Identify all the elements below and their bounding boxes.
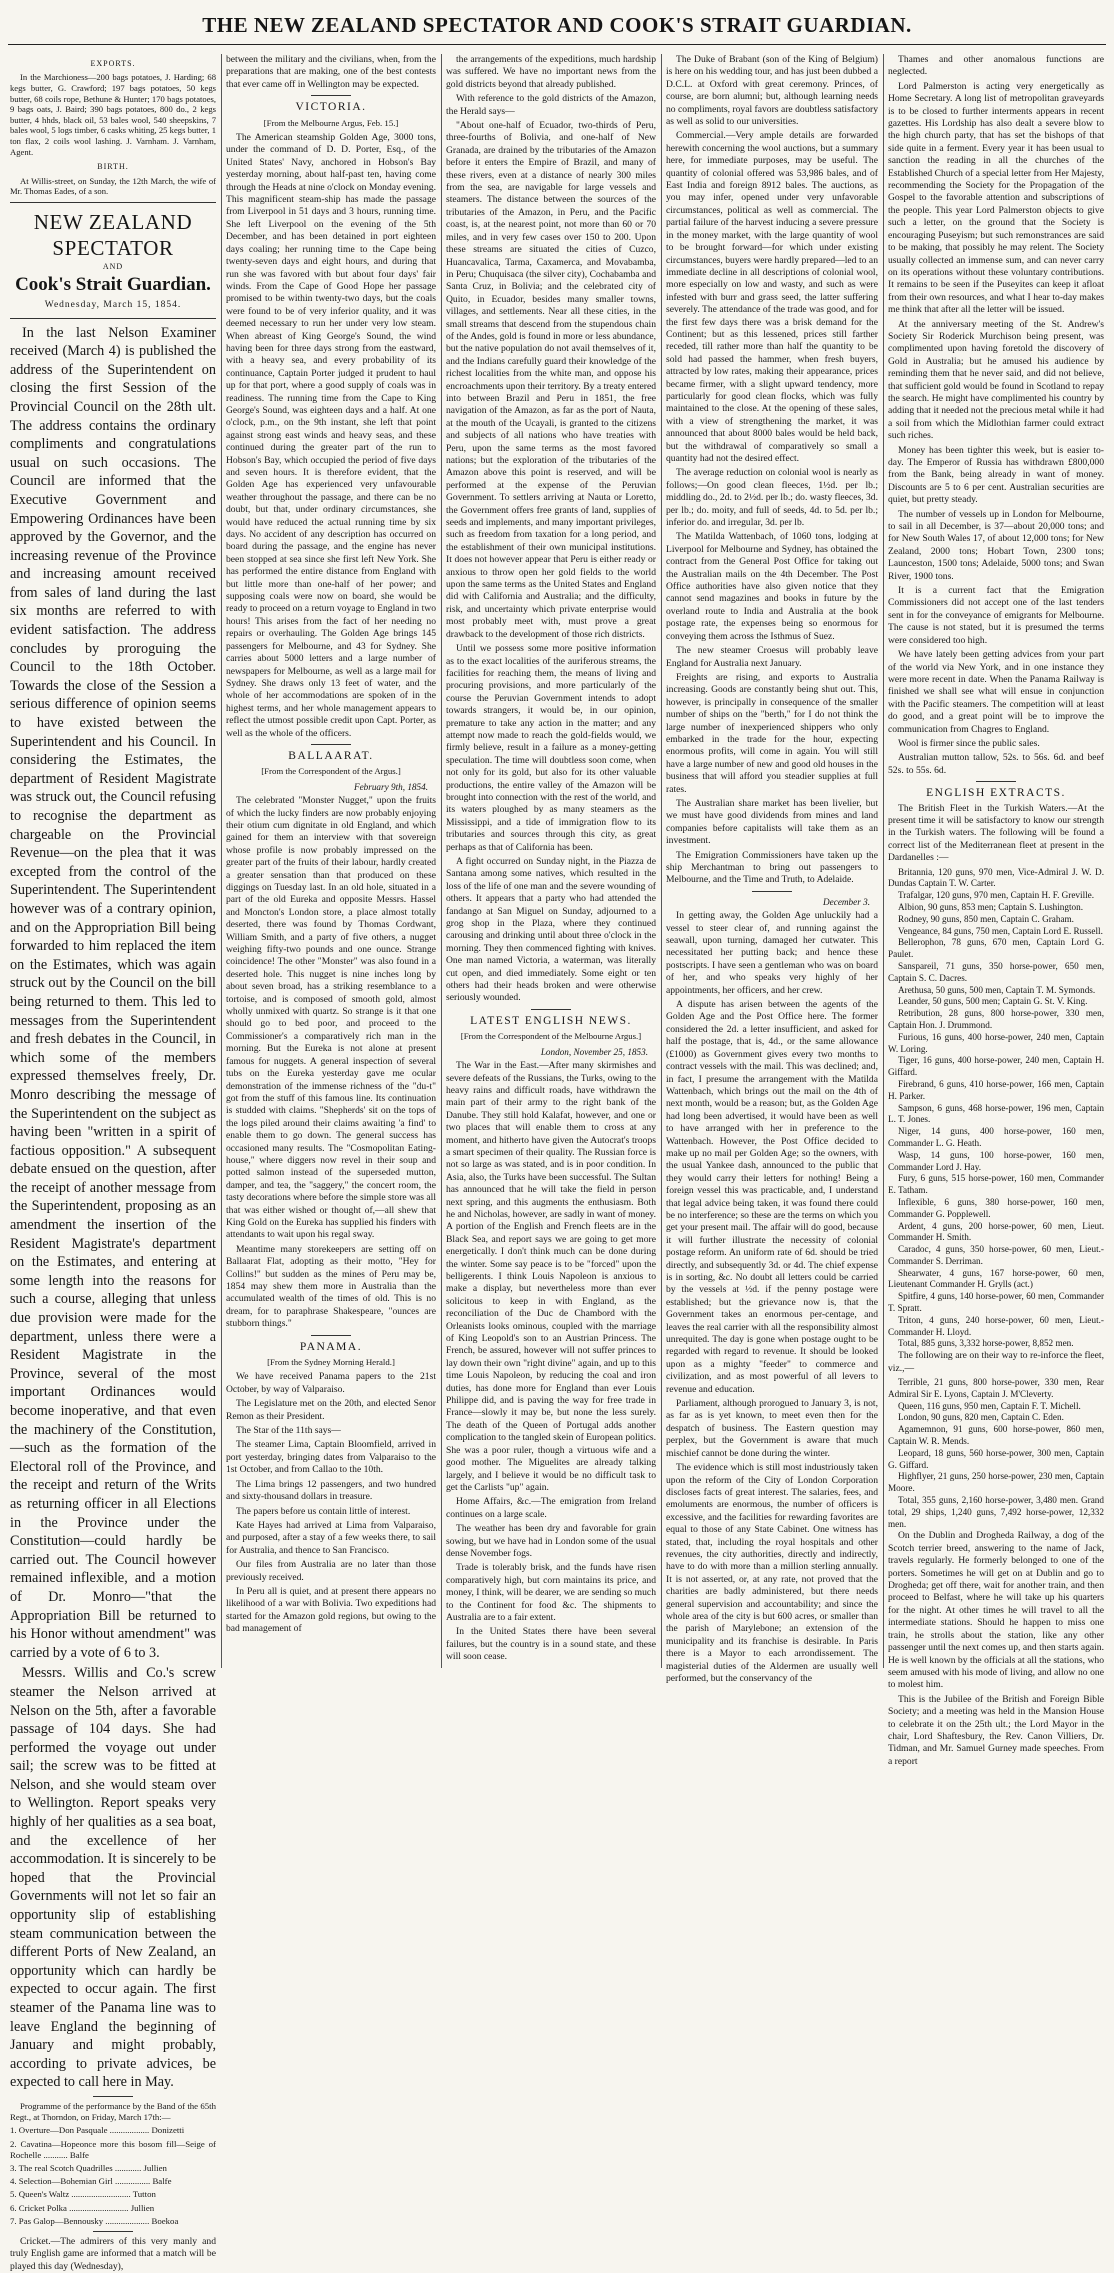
article-paragraph: The average reduction on colonial wool is nearly as follows;—On good clean fleeces, 1½d. per lb.; middling do., 2d. to 2½d. per lb.; do. wasty fleeces, 3d. per lb.; do. moity, and full of seeds, 4d. to 5d. per lb.; inferior do. and irregular, 3d. per lb.	[666, 467, 878, 529]
closing-items	[888, 1530, 1104, 1768]
dateline: February 9th, 1854.	[353, 781, 428, 792]
divider	[976, 781, 1016, 782]
column-4	[666, 54, 878, 1684]
article-paragraph: This is the Jubilee of the British and Foreign Bible Society; and a meeting was held in the Mansion House to celebrate it on the 25th ult.; the Lord Mayor in the chair, Lord Shaftesbury, the Rev. Canon Villiers, Dr. Tidman, and Mr. Samuel Gurney made speeches. From a report	[888, 1693, 1104, 1767]
section-heading-ballaarat: BALLAARAT.	[288, 749, 374, 762]
divider	[311, 1335, 351, 1336]
fleet-entry: Tiger, 16 guns, 400 horse-power, 240 men, Captain H. Giffard.	[888, 1055, 1104, 1078]
paper-masthead	[10, 209, 216, 312]
fleet-entry: Triton, 4 guns, 240 horse-power, 60 men, Lieut.-Commander H. Lloyd.	[888, 1314, 1104, 1337]
page-title: THE NEW ZEALAND SPECTATOR AND COOK'S STRAIT GUARDIAN.	[202, 13, 912, 37]
paper-name-and: AND	[102, 261, 124, 271]
divider	[311, 744, 351, 745]
article-paragraph: The Matilda Wattenbach, of 1060 tons, lodging at Liverpool for Melbourne and Sydney, has obtained the contract from the General Post Office for taking out the Australian mails on the 4th December. The Post Office authorities have also given notice that they cannot send magazines and books in future by the overland route to India and Australia at the book postage rate, the expenses being so enormous for conveying them across the Isthmus of Suez.	[666, 531, 878, 642]
article-paragraph: It is a current fact that the Emigration Commissioners did not accept one of the last tenders sent in for the conveyance of emigrants for Melbourne. The cause is not stated, but it is presumed the terms were considered too high.	[888, 585, 1104, 646]
birth-heading: BIRTH.	[97, 162, 129, 172]
divider	[93, 2096, 133, 2097]
article-paragraph: At the anniversary meeting of the St. Andrew's Society Sir Roderick Murchison being present, was complimented upon having foretold the discovery of Gold in Australia; but he amused his audience by reminding them that he never said, and did not believe, that sufficient gold would be found in Scotland to repay the search. He might have complimented his country by adding that it needed not the precious metal while it had a soil from which the Midlothian farmer could extract such riches.	[888, 318, 1104, 442]
programme-intro: Programme of the performance by the Band of the 65th Regt., at Thorndon, on Friday, March 17th:—	[10, 2100, 216, 2123]
article-paragraph: On the Dublin and Drogheda Railway, a dog of the Scotch terrier breed, answering to the name of Jack, travels regularly. He formerly belonged to one of the porters. Sometimes he will get on at Dublin and go to Drogheda; get off there, wait for another train, and then proceed to Belfast, where he will take up his quarters for the night. At other times he will travel to all the intermediate stations. Should he happen to miss one train, he strolls about the station, like any other passenger until the next comes up, and then starts again. He is well known by the officials at all the stations, who seem amused with his mode of living, and allow no one to molest him.	[888, 1530, 1104, 1691]
fleet-entry: Spitfire, 4 guns, 140 horse-power, 60 men, Commander T. Spratt.	[888, 1291, 1104, 1314]
divider	[10, 318, 216, 319]
section-heading-panama: PANAMA.	[299, 1340, 363, 1353]
fleet-entry: Agamemnon, 91 guns, 600 horse-power, 860 men, Captain W. R. Mends.	[888, 1424, 1104, 1447]
fleet-entry: Niger, 14 guns, 400 horse-power, 160 men, Commander L. G. Heath.	[888, 1126, 1104, 1148]
fleet-entry: Highflyer, 21 guns, 250 horse-power, 230 men, Captain Moore.	[888, 1471, 1104, 1494]
fleet-entry: Caradoc, 4 guns, 350 horse-power, 60 men, Lieut.-Commander S. Derriman.	[888, 1244, 1104, 1266]
extracts-intro: The British Fleet in the Turkish Waters.—At the present time it will be satisfactory to know our strength in the Turkish waters. The following will be found a correct list of the Mediterranean fleet at present in the Dardanelles :—	[888, 802, 1104, 864]
news-continued	[666, 54, 878, 887]
fleet-entry: Shearwater, 4 guns, 167 horse-power, 60 men, Lieutenant Commander H. Grylls (act.)	[888, 1267, 1104, 1290]
article-paragraph: Wool is firmer since the public sales.	[898, 737, 1040, 749]
article-paragraph: the arrangements of the expeditions, much hardship was suffered. We have no important news from the gold districts beyond that already published.	[446, 54, 656, 90]
article-paragraph: The Legislature met on the 20th, and elected Senor Remon as their President.	[226, 1398, 436, 1422]
article-paragraph: A fight occurred on Sunday night, in the Piazza de Santana among some natives, which resulted in the loss of the life of one man and the severe wounding of others. It appears that a party who had attended the fandango at San Miguel on Sunday, adjourned to a grog shop in the Plaza, where they continued carousing and drinking until about three o'clock in the morning. They then commenced fighting with knives. One man named Victoria, a waterman, was literally cut open, and died immediately. Some eight or ten others had their heads broken and were otherwise seriously wounded.	[446, 856, 656, 1004]
fleet-entry: Inflexible, 6 guns, 380 horse-power, 160 men, Commander G. Popplewell.	[888, 1196, 1104, 1219]
paper-name: NEW ZEALAND SPECTATOR	[33, 209, 193, 260]
fleet-entry: Queen, 116 guns, 950 men, Captain F. T. Michell.	[898, 1400, 1081, 1411]
news-continued	[888, 54, 1104, 777]
fleet-entry: Furious, 16 guns, 400 horse-power, 240 men, Captain W. Loring.	[888, 1031, 1104, 1054]
programme-item: 1. Overture—Don Pasquale .................. Donizetti	[10, 2125, 185, 2136]
article-paragraph: The Australian share market has been livelier, but we must have good dividends from mines and land companies before capitalists will take them as an investment.	[666, 797, 878, 847]
article-paragraph: In the last Nelson Examiner received (March 4) is published the address of the Superintendent on closing the first Session of the Provincial Council on the 28th ult. The address contains the ordinary compliments and congratulations usual on such occasions. The Council are informed that the Executive Government and Empowering Ordinances have been approved by the Governor, and the increasing revenue of the Province and increasing amount received from sales of land during the last six months are referred to with evident satisfaction. The address concludes by proroguing the Council to the 18th October. Towards the close of the Session a serious difference of opinion seems to have existed between the Superintendent and his Council. In considering the Estimates, the department of Resident Magistrate was struck out, the Council refusing to recognise the department as chargeable on the Provincial Revenue—on the plea that it was excepted from the control of the Superintendent. The Superintendent however was of a contrary opinion, and on the Appropriation Bill being forwarded to him replaced the item on the Estimates, which was again struck out by the Council on the bill being returned to them. This led to messages from the Superintendent and fresh debates in the Council, in which some of the members expressed themselves freely, Dr. Monro describing the message of the Superintendent on the subject as having been "written in a spirit of factious opposition." A subsequent debate ensued on the question, after the receipt of another message from the Superintendent, proposing as an amendment the insertion of the Resident Magistrate's department on the Estimates, and entering at some length into the reasons for such a course, alleging that unless due provision were made for the department, unless there were a Resident Magistrate in the Province, several of the most important Ordinances would become inoperative, and that even the machinery of the Constitution,—such as the formation of the Electoral roll of the Province, and the receipt and return of the Writs as returning officer in all Elections in the Province under the Constitution—could hardly be carried out. The Council however remained inflexible, and a motion of Dr. Monro—"that the Appropriation Bill be returned to his Honor without amendment" was carried by a vote of 6 to 3.	[10, 324, 216, 1661]
fleet-entry: Britannia, 120 guns, 970 men, Vice-Admiral J. W. D. Dundas Captain T. W. Carter.	[888, 866, 1104, 889]
column-5	[888, 54, 1104, 1767]
panama-article	[226, 1371, 436, 1635]
programme-item: 7. Pas Galop—Bennousky .................... Boekoa	[10, 2215, 179, 2226]
article-paragraph: The weather has been dry and favorable for grain sowing, but we have had in London some of the usual dense November fogs.	[446, 1523, 656, 1559]
ballaarat-article	[226, 795, 436, 1330]
masthead-rule	[8, 44, 1106, 45]
exports-text: In the Marchioness—200 bags potatoes, J. Harding; 68 kegs butter, G. Crawford; 197 bags potatoes, 50 kegs butter, 68 coils rope, Bethune & Hunter; 170 bags potatoes, 9 bags oats, J. Baird; 390 bags potatoes, 800 do., 2 kegs butter, 4 hhds, black oil, 53 bales wool, 540 sheepskins, 7 bales wool, 5 logs timber, 6 casks whiting, 25 kegs butter, 1 ton flax, 2 coils wool lashing. J. Varnham. J. Varnham, Agent.	[10, 72, 216, 157]
article-paragraph: The War in the East.—After many skirmishes and severe defeats of the Russians, the Turks, owing to the heavy rains and difficult roads, have withdrawn the main part of their army to the right bank of the Danube. They still hold Kalafat, however, and one or two places that will enable them to cross at any moment, and hitherto have given the Autocrat's troops a smart specimen of their quality. The Russian force is not so large as was stated, and is in poor condition. In Asia, also, the Turks have been successful. The Sultan has announced that he will take the field in person next spring, and this augments the enthusiasm. Both he and Nicholas, however, are sadly in want of money. A portion of the English and French fleets are in the Black Sea, and report says we are going to get more energetically. I don't think much can be done during the winter. Some say peace is to be "forced" upon the belligerents. I think Louis Napoleon is anxious to make a display, but nevertheless more than ever solicitous to keep in with England, as the reconciliation of the Duc de Chambord with the Orleanists looks ominous, coupled with the marriage of King Leopold's son to an Austrian Princess. The French, be assured, however will not suffer princes to lay down their own "right divine" again, and up to this time Louis Napoleon, by reducing the coal and iron duties, has done more for England than ever Louis Philippe did, and is paving the way for free trade in France—slowly it may be, but none the less surely. The death of the Queen of Portugal adds another complication to the tangled skein of European politics. She was a poor ruler, though a virtuous wife and a good mother. The Miguelites are already talking largely, and I believe it would be no difficult task to get the Carlists "up" again.	[446, 1060, 656, 1493]
fleet-entry: London, 90 guns, 820 men, Captain C. Eden.	[898, 1412, 1064, 1423]
column-2	[226, 54, 436, 1672]
article-paragraph: The Lima brings 12 passengers, and two hundred and sixty-thousand dollars in treasure.	[226, 1478, 436, 1503]
article-paragraph: In Peru all is quiet, and at present there appears no likelihood of a war with Bolivia. Two expeditions had started for the Amazon gold regions, but owing to the bad management of	[226, 1585, 436, 1635]
fleet-entry: Wasp, 14 guns, 100 horse-power, 160 men, Commander Lord J. Hay.	[888, 1149, 1104, 1172]
fleet-entry: Retribution, 28 guns, 800 horse-power, 330 men, Captain Hon. J. Drummond.	[888, 1008, 1104, 1030]
article-paragraph: The papers before us contain little of interest.	[236, 1505, 411, 1517]
article-paragraph: Freights are rising, and exports to Australia increasing. Goods are constantly being shut out. This, however, is principally in consequence of the smaller number of ships on the "berth," for I do not think the large number of inexperienced shippers who only embarked in the trade for the hour, expecting enormous profits, will come in again. You will still have a large number of new and good old houses in the business that will afford you steadier supplies at full rates.	[666, 671, 878, 795]
source-line: [From the Correspondent of the Melbourne Argus.]	[460, 1031, 642, 1042]
article-paragraph: The new steamer Croesus will probably leave England for Australia next January.	[666, 645, 878, 669]
article-paragraph: With reference to the gold districts of the Amazon, the Herald says—	[446, 93, 656, 117]
birth-text: At Willis-street, on Sunday, the 12th March, the wife of Mr. Thomas Eades, of a son.	[10, 175, 216, 197]
fleet-entry: Leander, 50 guns, 500 men; Captain G. St. V. King.	[898, 996, 1088, 1007]
programme-item: 6. Cricket Polka ........................... Jullien	[10, 2202, 155, 2213]
divider	[10, 202, 216, 203]
article-paragraph: We have received Panama papers to the 21st October, by way of Valparaiso.	[226, 1371, 436, 1395]
fleet-entry: Sampson, 6 guns, 468 horse-power, 196 men, Captain L. T. Jones.	[888, 1102, 1104, 1125]
article-paragraph: The steamer Lima, Captain Bloomfield, arrived in port yesterday, bringing dates from Valparaiso to the 1st October, and from Callao to the 10th.	[226, 1439, 436, 1476]
article-paragraph: Money has been tighter this week, but is easier to-day. The Emperor of Russia has withdrawn £800,000 from the Bank, being already in want of money. Discounts are 5 to 6 per cent. Australian securities are quiet, but pretty steady.	[888, 444, 1104, 506]
fleet-entry: Firebrand, 6 guns, 410 horse-power, 166 men, Captain H. Parker.	[888, 1078, 1104, 1101]
article-paragraph: The Star of the 11th says—	[236, 1425, 341, 1437]
fleet-entry: Total, 885 guns, 3,332 horse-power, 8,852 men.	[898, 1338, 1074, 1349]
article-paragraph: Until we possess some more positive information as to the exact localities of the auriferous streams, the facilities for reaching them, the means of living and procuring provisions, and more particularly of the course the Peruvian Government intends to adopt towards strangers, it would be, in our opinion, premature to take any action in the matter; and any attempt now made to reach the gold-fields would, we firmly believe, result in a failure as a money-getting speculation. The time will doubtless soon come, when not only for its gold, but also for its other valuable productions, the entire valley of the Amazon will be brought into connection with the rest of the world, and its waters ploughed by as many steamers as the Mississippi, and a tide of immigration flow to its tributaries and sources through this city, as great perhaps as that of California has been.	[446, 643, 656, 853]
article-paragraph: The Emigration Commissioners have taken up the ship Merchantman to bring out passengers to Melbourne, and the Time and Truth, to Adelaide.	[666, 849, 878, 886]
fleet-entry: Bellerophon, 78 guns, 670 men, Captain Lord G. Paulet.	[888, 937, 1104, 960]
article-paragraph: The celebrated "Monster Nugget," upon the fruits of which the lucky finders are now probably enjoying their otium cum dignitate in old England, and which gained for them an interview with that sovereign whose profile is now probably impressed on the greater part of the fruits of their labour, hardly created a greater sensation than that produced on these diggings on Tuesday last. In an old hole, situated in a part of the old Eureka and opposite Messrs. Hassel and Moncton's London store, a place almost totally deserted, there was found by Thomas Cordwant, William Smith, and a party of five others, a nugget weighing fifty-two pounds and one ounce. Strange coincidence! The other "Monster" was also found in a deserted hole. This nugget is nine inches long by about seven broad, has a striking resemblance to a tortoise, and is composed of smooth gold, almost wholly unmixed with quartz. So strange is it that one should go to bed poor, and proceed to the Commissioner's a comparatively rich man in the morning. But the Eureka is not alone at present famous for nuggets. A general inspection of several tubs on the Eureka yesterday gave me ocular demonstration of the immense richness of the "du-t" got from the stuff of this famous line. Its continuation is studded with claims. "Shepherds' sit on the tops of the logs piled around their claims awaiting 'a find' to enable them to go down. The general success has occasioned many results. The "Cosmopolitan Eating-house," where diggers now revel in their soup and potted salmon instead of the superseded mutton, damper, and tea, the "saggery," the concert room, the tasty decorations where before the simple store was all that was either wished or thought of,—all shew that King Gold on the Eureka has supplied his finders with attendants to wait upon his regal sway.	[226, 795, 436, 1241]
fleet-entry: Total, 355 guns, 2,160 horse-power, 3,480 men. Grand total, 29 ships, 1,240 guns, 7,492 horse-power, 12,332 men.	[888, 1495, 1104, 1529]
article-paragraph: A dispute has arisen between the agents of the Golden Age and the Post Office here. The former considered the 2d. a letter insufficient, and asked for half the postage, that is, 4d., or the same allowance (£1000) as Government gives every two months to contract vessels with the mail. This was declined; and, in fact, I presume the arrangement with the Matilda Wattenbach, which brings out the mail on the 4th of next month, would be a reason; but, as the Golden Age had long been advertised, it would have been as well to have arranged with her in preference to the Wattenbach. However, the Post Office decided to make up no mail per Golden Age; so the owners, with the usual Yankee dash, announced to the public that they would carry their letters for nothing! Being a foreign vessel this was practicable, and, I understand that legal advice being taken, it was found there could be no interference; so these are the terms on which you get your present mail. The affair will do good, because it will further illustrate the necessity of colonial postage reform. An uniform rate of 6d. should be tried directly, and subsequently 3d. or 4d. The chief expense is in sorting, &c. No doubt all letters could be carried by the vessels at ½d. if the penny postage were established; but the grievance now is, that the Government takes an enormous per-centage, and leaves the real carrier with all the responsibility almost unrequited. The day is gone when postage ought to be regarded with regard to revenue. It should be looked upon as a mighty "feeder" to commerce and civilization, and as most powerful of all levers to revenue and education.	[666, 999, 878, 1395]
exports-heading: EXPORTS.	[90, 59, 136, 68]
section-heading-english-extracts: ENGLISH EXTRACTS.	[926, 787, 1066, 800]
cricket-text: Cricket.—The admirers of this very manly and truly English game are informed that a match will be played this day (Wednesday),	[10, 2236, 216, 2272]
amazon-article	[446, 54, 656, 1005]
programme-item: 3. The real Scotch Quadrilles ............ Jullien	[10, 2162, 167, 2173]
fleet-entry: Sanspareil, 71 guns, 350 horse-power, 650 men, Captain S. C. Dacres.	[888, 960, 1104, 983]
programme-item: 5. Queen's Waltz ........................... Tutton	[10, 2189, 156, 2200]
fleet-entry: Albion, 90 guns, 853 men; Captain S. Lushington.	[898, 901, 1084, 912]
divider	[311, 95, 351, 96]
fleet-entry: Arethusa, 50 guns, 500 men, Captain T. M. Symonds.	[898, 984, 1096, 995]
december-news	[666, 910, 878, 1685]
latest-news-article	[446, 1060, 656, 1664]
column-rule	[661, 54, 662, 1668]
dateline: London, November 25, 1853.	[540, 1046, 648, 1057]
fleet-entry: Ardent, 4 guns, 200 horse-power, 60 men, Lieut. Commander H. Smith.	[888, 1220, 1104, 1243]
article-paragraph: Commercial.—Very ample details are forwarded herewith concerning the wool auctions, but a summary here, for immediate purposes, may be useful. The quantity of colonial offered was 53,986 bales, and of East India and foreign 8912 bales. The auctions, as you may infer, opened under very unfavorable circumstances, political as well as commercial. The partial failure of the harvest inducing a severe pressure in the money market, with the large quantity of wool to be brought forward—for which under existing circumstances, buyers were hardly prepared—led to an immediate decline in all descriptions of colonial wool, more especially on low and wasty, and such as were infested with burr and grass seed, the latter suffering severely. The attendance of the trade was good, and for the first few days there was a brisk demand for the Continent; but as this lessened, prices still farther receded, till rather more than half the quantity to be sold had passed the hammer, when fresh buyers, attracted by low rates, making their appearance, prices became firmer, with a slight upward tendency, more particularly for good clean flocks, which was fully maintained to the close. At the opening of these sales, with a view of strengthening the market, it was announced that about 8000 bales would be held back, but the withdrawal of comparatively so small a quantity had not the desired effect.	[666, 130, 878, 464]
divider	[752, 891, 792, 892]
programme-item: 2. Cavatina—Hopeonce more this bosom fill—Seige of Rochelle ........... Balfe	[10, 2138, 216, 2160]
column-3	[446, 54, 656, 1672]
fleet-list	[888, 867, 1104, 1351]
article-paragraph: Lord Palmerston is acting very energetically as Home Secretary. A long list of metropolitan graveyards is to be closed to further interments appears in recent gazettes. His Lordship has also dealt a severe blow to the high church party, that has set the bishops of that side quite in a ferment. Every year it has been usual to sanction the reading in all the churches of the Established Church of a special letter from Her Majesty, recommending the Society for the Propagation of the Gospel to the favorable attention and subscriptions of the people. This year Lord Palmerston objects to give such a letter, on the ground that the Society is encouraging Puseyism; but such remonstrances are said to be making, that possibly he may relent. The Society usually collected an immense sum, and can never carry on its operations without these voluntary contributions. It remains to be seen if the Puseyites can keep it afloat from their own resources, and what I hear to-day makes me think that after all the letter will be issued.	[888, 80, 1104, 316]
reinforce-intro: The following are on their way to re-inforce the fleet, viz.,—	[888, 1350, 1104, 1374]
article-paragraph: Thames and other anomalous functions are neglected.	[888, 54, 1104, 78]
fleet-entry: Fury, 6 guns, 515 horse-power, 160 men, Commander E. Tatham.	[888, 1173, 1104, 1196]
article-paragraph: We have lately been getting advices from your part of the world via New York, and in one instance they were more recent in date. When the Panama Railway is finished we shall see what will ensue in conjunction with the Pacific steamers. The competition will at least do good, and a great point will be to improve the communication from Chagres to England.	[888, 649, 1104, 735]
column-1	[10, 54, 216, 2272]
victoria-article	[226, 132, 436, 740]
column-rule	[221, 54, 222, 1668]
leading-article	[10, 324, 216, 2092]
paper-name-blackletter: Cook's Strait Guardian.	[15, 274, 211, 296]
article-paragraph: Kate Hayes had arrived at Lima from Valparaiso, and purposed, after a stay of a few weeks there, to sail for Australia, and thence to San Francisco.	[226, 1519, 436, 1556]
masthead	[0, 0, 1114, 52]
source-line: [From the Melbourne Argus, Feb. 15.]	[263, 117, 399, 128]
article-paragraph: The evidence which is still most industriously taken upon the reform of the City of London Corporation discloses facts of great interest. The salaries, fees, and emoluments are enormous, the number of officers is excessive, and the facilities for rewarding favorites are equal to those of any State Cabinet. One witness has stated, that, including the royal hospitals and other revenues, the city authorities, directly and indirectly, have to do with more than a million sterling annually. It is not asserted, or, at any rate, not proved that the charities are badly administered, but there needs general supervision and accountability; and since the whole area of the city is but 600 acres, or smaller than the parish of Marylebone; an extension of the municipality and its franchise is desirable. In Paris there is a Mayor to each arrondissement. The magisterial duties of the Aldermen are usually well performed, but the conservancy of the	[666, 1462, 878, 1684]
article-paragraph: Parliament, although prorogued to January 3, is not, as far as is yet known, to meet even then for the despatch of business. The Eastern question may perplex, but the Government is aware that much mischief cannot be done during the winter.	[666, 1398, 878, 1459]
source-line: [From the Sydney Morning Herald.]	[267, 1357, 395, 1368]
dateline: December 3.	[823, 896, 870, 907]
article-paragraph: Our files from Australia are no later than those previously received.	[226, 1559, 436, 1583]
fleet-entry: Terrible, 21 guns, 800 horse-power, 330 men, Rear Admiral Sir E. Lyons, Captain J. M'Cleverty.	[888, 1377, 1104, 1399]
article-paragraph: "About one-half of Ecuador, two-thirds of Peru, three-fourths of Bolivia, and one-half of New Granada, are drained by the tributaries of the Amazon before it enters the Empire of Brazil, and many of these rivers, even at a distance of nearly 300 miles from the sea, are navigable for large vessels and steamers. The distance between the sources of the tributaries of the Amazon, in Peru, and the Pacific coast, is, at the nearest point, not more than 60 or 70 miles, and in very few cases over 150 to 200. Upon these streams are situated the cities of Cuzco, Huancavalica, Tarma, Caxamerca, and Movabamba, in Peru; Chuquisaca (the silver city), Cochabamba and Santa Cruz, in Bolivia; and the celebrated city of Quito, in Ecuador, besides many smaller towns, villages, and settlements. Near all these cities, in the small streams that descend from the stupendous chain of the Andes, gold is found in more or less abundance, but the native population do not avail themselves of it, and the Indians carefully guard their knowledge of the richest localities from the white man, and oppose his encroachments upon their territory. By a treaty entered into between Brazil and Peru in 1851, the free navigation of the Amazon, as far as the port of Nauta, at the mouth of the Ucayali, is granted to the citizens and subjects of all nations who have treaties with Peru, upon the same terms as the most favored nations; but the exploration of the tributaries of the Amazon above this point is reserved, and will be performed at the expense of the Peruvian Government. To settlers arriving at Nauta or Loretto, the Government offers free grants of land, supplies of seeds and implements, and many important privileges, such as freedom from taxation for a long period, and the establishment of their own municipal institutions. It does not however appear that Peru is either ready or anxious to throw open her gold fields to the world upon the same terms as the United States and England did with California and Australia; and the difficulty, risk, and uncertainty which private enterprise would most probably meet with, must prove a great drawback to the development of those rich districts.	[446, 120, 656, 640]
programme-list	[10, 2125, 216, 2227]
fleet-entry: Rodney, 90 guns, 850 men, Captain C. Graham.	[898, 913, 1074, 924]
article-paragraph: Messrs. Willis and Co.'s screw steamer the Nelson arrived at Nelson on the 5th, after a favorable passage of 104 days. She had performed the voyage out under sail; the screw was to be fitted at Nelson, and she would steam over to Wellington. Report speaks very highly of her qualities as a sea boat, and the excellence of her accommodation. It is sincerely to be hoped that the Provincial Governments will not let so fair an opportunity slip of establishing steam communication between the different Ports of New Zealand, an opportunity which can hardly be expected to occur again. The first steamer of the Panama line was to leave England the beginning of January and might probably, according to private advices, be expected to call here in May.	[10, 1665, 216, 2091]
divider	[531, 1009, 571, 1010]
section-heading-victoria: VICTORIA.	[295, 101, 367, 114]
continued-text: between the military and the civilians, when, from the preparations that are making, one of the best contests that ever came off in Wellington may be expected.	[226, 54, 436, 90]
programme-item: 4. Selection—Bohemian Girl ................ Balfe	[10, 2176, 172, 2187]
article-paragraph: The Duke of Brabant (son of the King of Belgium) is here on his wedding tour, and has just been dubbed a D.C.L. at Oxford with great ceremony. Princes, of course, are born alumni; but, although learning needs no compliments, royal favors are doubtless satisfactory as well as solid to our universities.	[666, 54, 878, 128]
article-paragraph: In the United States there have been several failures, but the country is in a sound state, and these will soon cease.	[446, 1626, 656, 1663]
article-paragraph: Home Affairs, &c.—The emigration from Ireland continues on a large scale.	[446, 1496, 656, 1520]
divider	[93, 2231, 133, 2232]
fleet-entry: Vengeance, 84 guns, 750 men, Captain Lord E. Russell.	[898, 925, 1103, 936]
article-paragraph: In getting away, the Golden Age unluckily had a vessel to steer clear of, and running against the seawall, upon turning, damaged her cutwater. This necessitated her putting back; and hence these postscripts. I have seen a gentleman who was on board of her, and who speaks very highly of her appointments, her officers, and her crew.	[666, 910, 878, 996]
fleet-entry: Leopard, 18 guns, 560 horse-power, 300 men, Captain G. Giffard.	[888, 1447, 1104, 1470]
column-rule	[441, 54, 442, 1668]
source-line: [From the Correspondent of the Argus.]	[261, 766, 401, 777]
article-paragraph: The American steamship Golden Age, 3000 tons, under the command of D. D. Porter, Esq., of the United States' Navy, anchored in Hobson's Bay yesterday morning, about half-past ten, having come through the Heads at nine o'clock on Monday evening. This magnificent steam-ship has made the passage from Liverpool in 51 days and 3 hours, running time. She left Liverpool on the evening of the 5th December, and has been detained in port eighteen days coaling; her running time to the Cape being twenty-seven days and eight hours, and during that run she was favored with but about four days' fair winds. From the Cape of Good Hope her passage promised to be within twenty-two days, but the coals were found to be of very inferior quality, and it was deemed necessary to run her under very low steam. When abreast of King George's Sound, the wind having been for three days strong from the eastward, with a heavy sea, and every probability of its continuance, Captain Porter judged it prudent to haul up for that port, where a good supply of coals was in readiness. The running time from the Cape to King George's Sound, was eighteen days and a half. At one o'clock, p.m., on the 9th instant, she left that point against strong east winds and heavy seas, and these continued during the greater part of the run to Hobson's Bay, which occupied the period of five days and seven hours. It is therefore evident, that the Golden Age has experienced very unfavourable weather throughout the passage, and there can be no doubt, but that, under ordinary circumstances, she would have reduced the actual running time by six days. No accident of any description has occurred on board during the passage, and the engine has never been stopped at sea since she first left New York. She has performed the entire distance from England with but little more than one-half of her power; and supposing coals were now on board, she would be ready to proceed on a return voyage to England in two hours! This arises from the fact of her needing no repairs or overhauling. The Golden Age brings 145 passengers for Melbourne, and 43 for Sydney. She carries about 5000 letters and a large number of newspapers for Melbourne, as well as a large mail for Sydney. She draws only 13 feet of water, and the whole of her accommodations are spoken of in the highest terms, and her whole management appears to reflect the utmost possible credit upon Capt. Porter, as well as the whole of the officers.	[226, 132, 436, 739]
article-paragraph: Trade is tolerably brisk, and the funds have risen comparatively high, but corn maintains its price, and money, I think, will be dearer, we are sending so much to the Continent for food &c. The shipments to Australia are to a fair extent.	[446, 1562, 656, 1623]
reinforce-list	[888, 1377, 1104, 1530]
column-rule	[883, 54, 884, 1668]
issue-date: Wednesday, March 15, 1854.	[44, 300, 182, 311]
fleet-entry: Trafalgar, 120 guns, 970 men, Captain H. F. Greville.	[898, 890, 1095, 901]
article-paragraph: The number of vessels up in London for Melbourne, to sail in all December, is 37—about 20,000 tons; and for New South Wales 17, of about 12,000 tons; for New Zealand, 2000 tons; Hobart Town, 2300 tons; Launceston, 1500 tons; Adelaide, 5000 tons; and Swan River, 1900 tons.	[888, 508, 1104, 582]
section-heading-latest-news: LATEST ENGLISH NEWS.	[470, 1014, 632, 1027]
article-paragraph: Meantime many storekeepers are setting off on Ballaarat Flat, adopting as their motto, "Hey for Collins!" but sudden as the mines of Peru may be, 1854 may shew them more in Australia than the accumulated wealth of the times of old. This is no dream, for to paraphrase Shakespeare, "ounces are stubborn things."	[226, 1243, 436, 1330]
article-paragraph: Australian mutton tallow, 52s. to 56s. 6d. and beef 52s. to 55s. 6d.	[888, 752, 1104, 776]
